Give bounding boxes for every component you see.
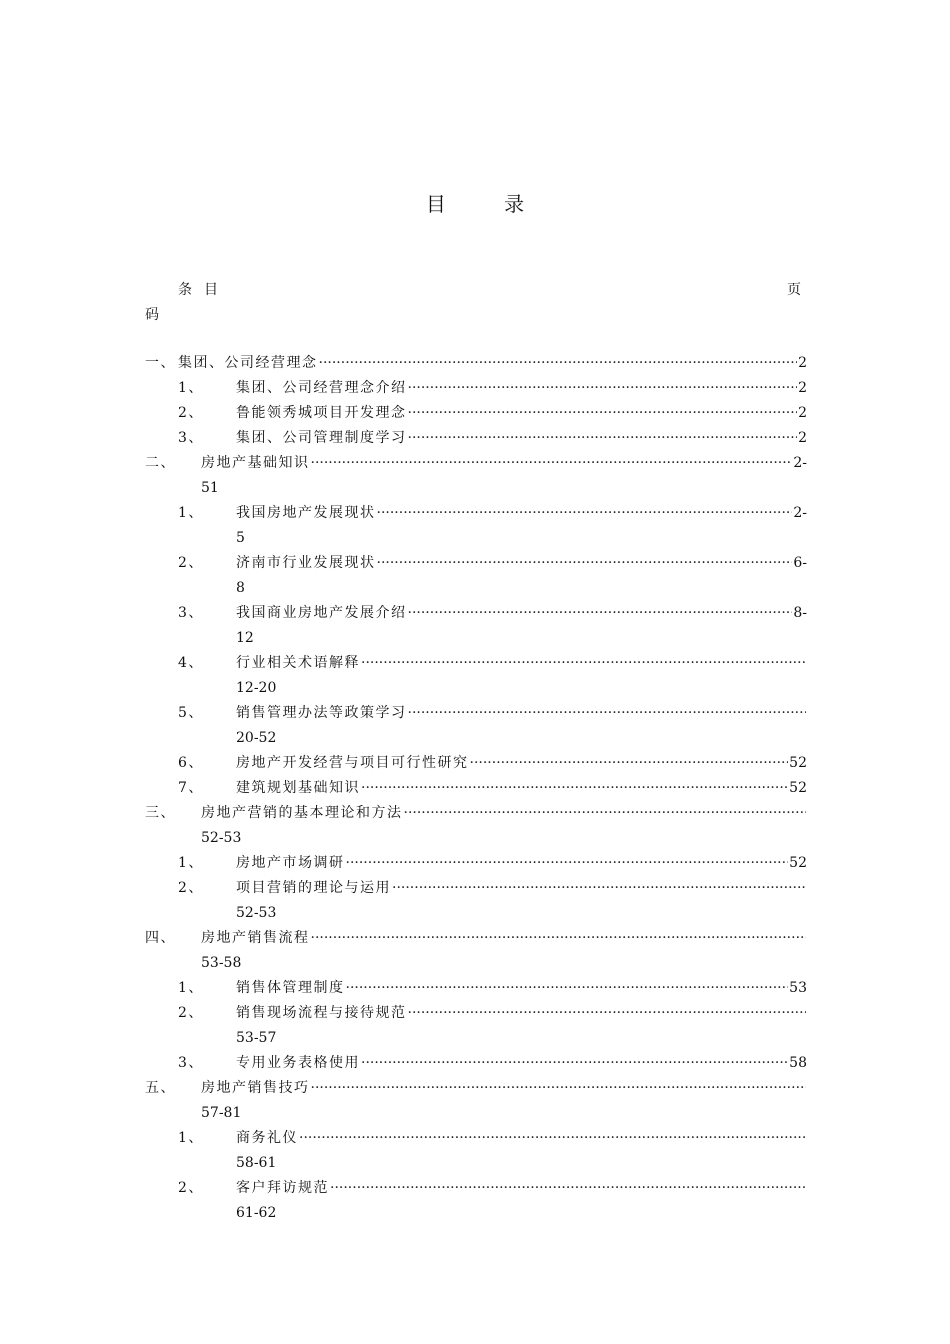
toc-entry[interactable]	[0, 976, 950, 1001]
toc-dot-leader	[361, 1051, 788, 1076]
toc-entry-number: 4、	[178, 655, 204, 671]
toc-entry-number: 1、	[178, 380, 204, 396]
toc-dot-leader	[377, 501, 793, 526]
toc-dot-leader	[346, 976, 789, 1001]
toc-entry-label: 房地产基础知识	[201, 455, 310, 471]
toc-entry-label: 行业相关术语解释	[236, 655, 360, 671]
toc-dot-leader	[408, 401, 798, 426]
toc-entry-line	[201, 451, 807, 476]
toc-dot-leader	[377, 551, 793, 576]
toc-entry-label: 建筑规划基础知识	[236, 780, 360, 796]
toc-entry[interactable]	[0, 801, 950, 851]
toc-entry[interactable]	[0, 601, 950, 651]
toc-entry[interactable]	[0, 1051, 950, 1076]
toc-dot-leader	[408, 376, 798, 401]
toc-dot-leader	[408, 601, 793, 626]
toc-entry-number: 6、	[178, 755, 204, 771]
toc-entry[interactable]	[0, 851, 950, 876]
toc-entry[interactable]	[0, 1076, 950, 1126]
toc-entry-line	[236, 401, 807, 426]
toc-entry-line	[236, 551, 807, 576]
toc-entry-number: 一、	[145, 355, 176, 371]
toc-entry-page: 2-	[793, 455, 807, 471]
toc-entry-number: 2、	[178, 1005, 204, 1021]
toc-entry-page: 58	[789, 1055, 807, 1071]
toc-entry-label: 我国商业房地产发展介绍	[236, 605, 407, 621]
toc-entry-label: 客户拜访规范	[236, 1180, 329, 1196]
toc-entry-line	[178, 351, 807, 376]
toc-entry-line	[201, 801, 807, 826]
toc-entry[interactable]	[0, 426, 950, 451]
toc-entry-line	[236, 876, 807, 901]
toc-entry-number: 四、	[145, 930, 176, 946]
toc-entry-page: 2-	[793, 505, 807, 521]
header-page-label-wrap: 码	[145, 307, 159, 323]
toc-dot-leader	[392, 876, 806, 901]
toc-entry-page-continued: 8	[236, 580, 245, 596]
toc-entry-page-continued: 12-20	[236, 680, 277, 696]
toc-entry-page: 2	[798, 430, 807, 446]
toc-entry-line	[236, 1126, 807, 1151]
toc-dot-leader	[319, 351, 798, 376]
toc-entry-label: 我国房地产发展现状	[236, 505, 376, 521]
toc-dot-leader	[346, 851, 789, 876]
toc-entry[interactable]	[0, 876, 950, 926]
toc-entry-label: 房地产销售技巧	[201, 1080, 310, 1096]
toc-entry-line	[201, 926, 807, 951]
toc-entry-label: 销售现场流程与接待规范	[236, 1005, 407, 1021]
toc-entry-line	[236, 426, 807, 451]
toc-dot-leader	[408, 701, 807, 726]
toc-entry-page-continued: 20-52	[236, 730, 277, 746]
toc-entry[interactable]	[0, 501, 950, 551]
toc-entry-label: 集团、公司经营理念	[178, 355, 318, 371]
toc-entry-label: 销售管理办法等政策学习	[236, 705, 407, 721]
toc-entry[interactable]	[0, 776, 950, 801]
toc-entry-page: 52	[789, 855, 807, 871]
toc-entry-label: 房地产开发经营与项目可行性研究	[236, 755, 469, 771]
toc-entry-line	[236, 501, 807, 526]
toc-entry-number: 5、	[178, 705, 204, 721]
toc-entry-page-continued: 52-53	[201, 830, 242, 846]
toc-entry-line	[236, 776, 807, 801]
toc-entry-page: 53	[789, 980, 807, 996]
toc-dot-leader	[311, 451, 793, 476]
toc-entry-line	[201, 1076, 807, 1101]
toc-entry[interactable]	[0, 401, 950, 426]
toc-entry[interactable]	[0, 926, 950, 976]
toc-entry[interactable]	[0, 351, 950, 376]
toc-entry-number: 五、	[145, 1080, 176, 1096]
header-item-label: 条目	[178, 282, 230, 298]
toc-entry-number: 3、	[178, 1055, 204, 1071]
toc-entry-page-continued: 12	[236, 630, 254, 646]
toc-entry-page: 6-	[793, 555, 807, 571]
toc-entry-line	[236, 1176, 807, 1201]
toc-entry-line	[236, 976, 807, 1001]
toc-entry-line	[236, 601, 807, 626]
toc-dot-leader	[361, 776, 788, 801]
toc-entry[interactable]	[0, 376, 950, 401]
toc-entry-page: 2	[798, 355, 807, 371]
toc-entry-label: 项目营销的理论与运用	[236, 880, 391, 896]
toc-entry-number: 二、	[145, 455, 176, 471]
table-of-contents	[0, 351, 950, 1226]
toc-entry[interactable]	[0, 1176, 950, 1226]
toc-entry-number: 1、	[178, 980, 204, 996]
toc-dot-leader	[311, 926, 807, 951]
toc-entry[interactable]	[0, 551, 950, 601]
toc-entry-page-continued: 5	[236, 530, 245, 546]
toc-entry-page: 52	[789, 755, 807, 771]
toc-entry-page: 2	[798, 380, 807, 396]
toc-entry-page-continued: 61-62	[236, 1205, 277, 1221]
toc-entry-label: 房地产营销的基本理论和方法	[201, 805, 403, 821]
toc-entry-label: 房地产销售流程	[201, 930, 310, 946]
toc-dot-leader	[408, 426, 798, 451]
toc-entry-page-continued: 51	[201, 480, 219, 496]
toc-entry-label: 集团、公司管理制度学习	[236, 430, 407, 446]
toc-entry-page-continued: 53-57	[236, 1030, 277, 1046]
toc-entry-page: 8-	[793, 605, 807, 621]
toc-entry-number: 1、	[178, 855, 204, 871]
toc-entry[interactable]	[0, 451, 950, 501]
toc-entry-label: 销售体管理制度	[236, 980, 345, 996]
toc-entry-label: 商务礼仪	[236, 1130, 298, 1146]
toc-entry-number: 1、	[178, 505, 204, 521]
toc-entry[interactable]	[0, 701, 950, 751]
toc-entry-line	[236, 751, 807, 776]
toc-dot-leader	[404, 801, 807, 826]
toc-entry-number: 三、	[145, 805, 176, 821]
toc-entry-number: 2、	[178, 880, 204, 896]
toc-entry-page-continued: 58-61	[236, 1155, 277, 1171]
page-title: 目 录	[425, 192, 551, 216]
toc-entry[interactable]	[0, 1001, 950, 1051]
toc-entry-number: 2、	[178, 555, 204, 571]
toc-entry-page: 52	[789, 780, 807, 796]
toc-entry-line	[236, 1001, 807, 1026]
toc-entry-number: 7、	[178, 780, 204, 796]
toc-entry-page-continued: 53-58	[201, 955, 242, 971]
toc-dot-leader	[408, 1001, 807, 1026]
toc-entry-label: 济南市行业发展现状	[236, 555, 376, 571]
toc-entry-label: 鲁能领秀城项目开发理念	[236, 405, 407, 421]
toc-entry-line	[236, 1051, 807, 1076]
toc-entry-line	[236, 376, 807, 401]
toc-dot-leader	[330, 1176, 806, 1201]
header-page-label: 页	[787, 282, 801, 298]
toc-entry-label: 专用业务表格使用	[236, 1055, 360, 1071]
toc-entry[interactable]	[0, 751, 950, 776]
toc-entry-number: 3、	[178, 605, 204, 621]
toc-entry-number: 2、	[178, 1180, 204, 1196]
toc-dot-leader	[311, 1076, 807, 1101]
toc-entry-number: 1、	[178, 1130, 204, 1146]
toc-entry[interactable]	[0, 1126, 950, 1176]
toc-entry-line	[236, 851, 807, 876]
toc-dot-leader	[361, 651, 806, 676]
toc-entry-page-continued: 52-53	[236, 905, 277, 921]
toc-dot-leader	[470, 751, 789, 776]
toc-entry-page: 2	[798, 405, 807, 421]
toc-entry-number: 2、	[178, 405, 204, 421]
toc-entry-label: 房地产市场调研	[236, 855, 345, 871]
toc-entry-line	[236, 651, 807, 676]
toc-entry-line	[236, 701, 807, 726]
toc-entry-number: 3、	[178, 430, 204, 446]
toc-entry[interactable]	[0, 651, 950, 701]
toc-dot-leader	[299, 1126, 806, 1151]
toc-entry-page-continued: 57-81	[201, 1105, 242, 1121]
toc-entry-label: 集团、公司经营理念介绍	[236, 380, 407, 396]
